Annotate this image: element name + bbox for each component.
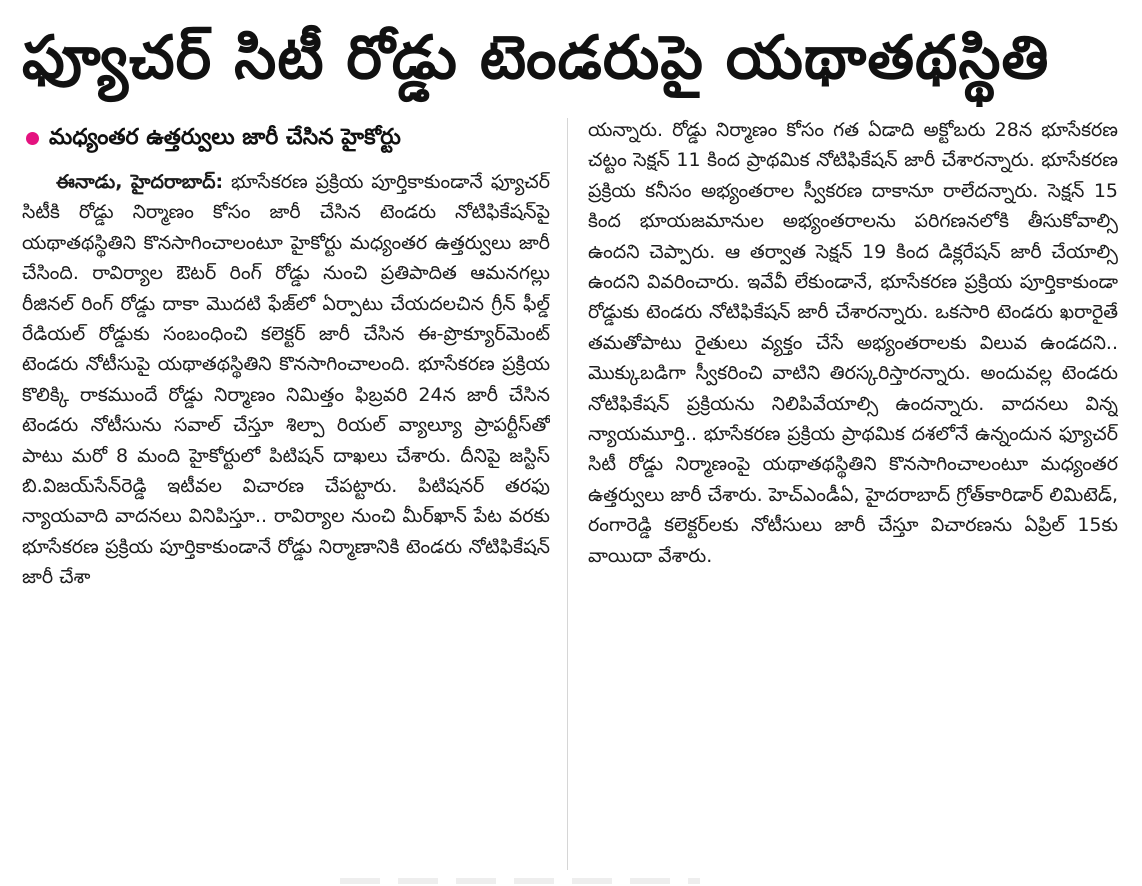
article-text-right: యన్నారు. రోడ్డు నిర్మాణం కోసం గత ఏడాది అక్టోబరు 28న భూసేకరణ చట్టం సెక్షన్ 11 కింద ప్రాథమిక నోటిఫికేషన్ జారీ చేశారన్నారు. భూసేకరణ ప్రక్రియ కనీసం అభ్యంతరాల స్వీకరణ దాకానూ రాలేదన్నారు. సెక్షన్ 15 కింద భూయజమానుల అభ్యంతరాలను పరిగణనలోకి తీసుకోవాల్సి ఉందని చెప్పారు. ఆ తర్వాత సెక్షన్ 19 కింద డిక్లరేషన్ జారీ చేయాల్సి ఉందని వివరించారు. ఇవేవీ లేకుండానే, భూసేకరణ ప్రక్రియ పూర్తికాకుండా రోడ్డుకు టెండరు నోటిఫికేషన్ జారీ చేశారన్నారు. ఒకసారి టెండరు ఖరారైతే తమతోపాటు రైతులు వ్యక్తం చేసే అభ్యంతరాలకు విలువ ఉండదని.. మొక్కుబడిగా స్వీకరించి వాటిని తిరస్కరిస్తారన్నారు. అందువల్ల టెండరు నోటిఫికేషన్ ప్రక్రియను నిలిపివేయాల్సి ఉందన్నారు. వాదనలు విన్న న్యాయమూర్తి.. భూసేకరణ ప్రక్రియ ప్రాథమిక దశలోనే ఉన్నందున ఫ్యూచర్ సిటీ రోడ్డు నిర్మాణంపై యథాతథస్థితిని కొనసాగించాలంటూ మధ్యంతర ఉత్తర్వులు జారీ చేశారు. హెచ్ఎండీఏ, హైదరాబాద్ గ్రోత్‌కారిడార్ లిమిటెడ్, రంగారెడ్డి కలెక్టర్‌లకు నోటీసులు జారీ చేస్తూ విచారణను ఏప్రిల్ 15కు వాయిదా వేశారు. [588,119,1118,567]
article-body-left [22,167,550,593]
article-text-left: భూసేకరణ ప్రక్రియ పూర్తికాకుండానే ఫ్యూచర్ సిటీకి రోడ్డు నిర్మాణం కోసం జారీ చేసిన టెండరు నోటిఫికేషన్‌పై యథాతథస్థితిని కొనసాగించాలంటూ హైకోర్టు మధ్యంతర ఉత్తర్వులు జారీ చేసింది. రావిర్యాల ఔటర్ రింగ్ రోడ్డు నుంచి ప్రతిపాదిత ఆమనగల్లు రీజినల్ రింగ్ రోడ్డు దాకా మొదటి ఫేజ్‌లో ఏర్పాటు చేయదలచిన గ్రీన్ ఫీల్డ్ రేడియల్ రోడ్డుకు సంబంధించి కలెక్టర్ జారీ చేసిన ఈ-ప్రొక్యూర్‌మెంట్ టెండరు నోటీసుపై యథాతథస్థితిని కొనసాగించాలంది. భూసేకరణ ప్రక్రియ కొలిక్కి రాకముందే రోడ్డు నిర్మాణం నిమిత్తం ఫిబ్రవరి 24న జారీ చేసిన టెండరు నోటీసును సవాల్ చేస్తూ శిల్పా రియల్ వ్యాల్యూ ప్రాపర్టీస్‌తో పాటు మరో 8 మంది హైకోర్టులో పిటిషన్ దాఖలు చేశారు. దీనిపై జస్టిస్ బి.విజయ్‌సేన్‌రెడ్డి ఇటీవల విచారణ చేపట్టారు. పిటిషనర్ తరఫు న్యాయవాది వాదనలు వినిపిస్తూ.. రావిర్యాల నుంచి మీర్‌ఖాన్ పేట వరకు భూసేకరణ ప్రక్రియ పూర్తికాకుండానే రోడ్డు నిర్మాణానికి టెండరు నోటిఫికేషన్ జారీ చేశా [22,171,550,589]
dateline: ఈనాడు, హైదరాబాద్: [56,171,224,193]
headline: ఫ్యూచర్ సిటీ రోడ్డు టెండరుపై యథాతథస్థితి [22,23,1050,93]
right-column [588,115,1118,875]
subheading-text: మధ్యంతర ఉత్తర్వులు జారీ చేసిన హైకోర్టు [49,124,401,150]
column-divider [567,118,568,870]
subheading [22,115,550,161]
left-column [22,115,550,875]
bullet-icon [26,132,39,145]
cropped-next-article-edge [340,878,700,884]
